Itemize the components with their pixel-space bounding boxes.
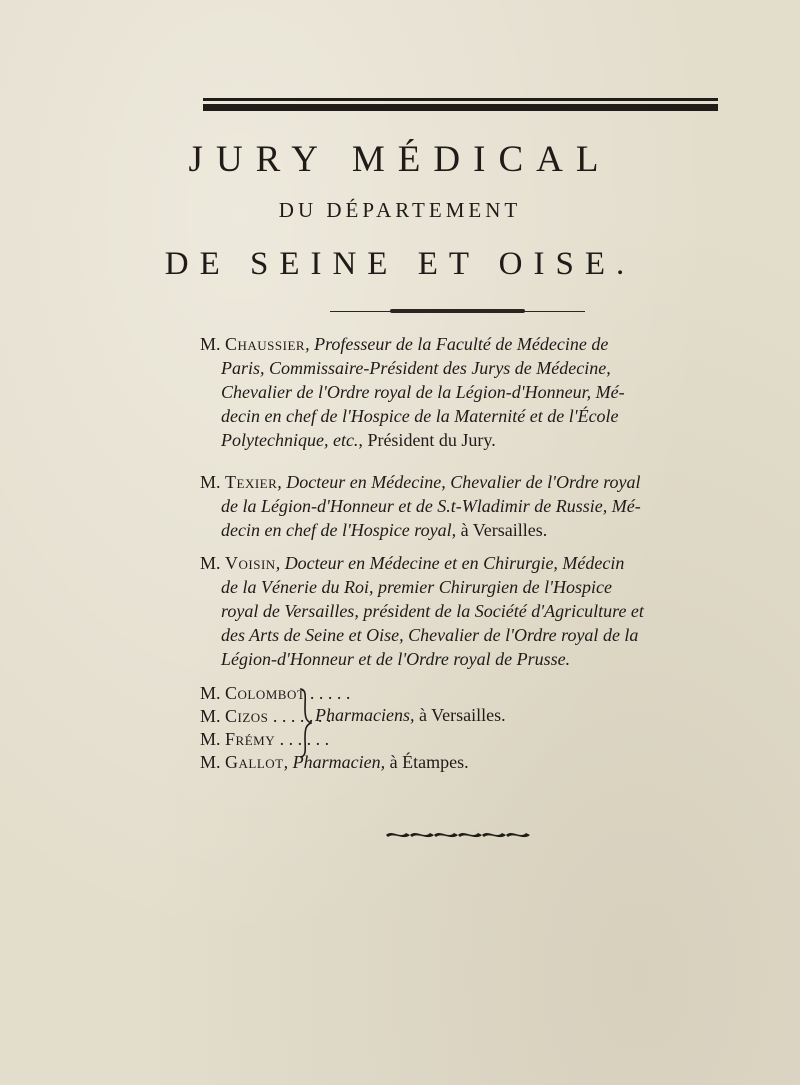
gallot-row <box>200 751 740 774</box>
entry-texier <box>200 470 740 542</box>
tailpiece-ornament-icon <box>384 827 534 843</box>
entry-line: Polytechnique, etc., <box>221 430 363 450</box>
entry-voisin <box>200 551 740 671</box>
entry-line: des Arts de Seine et Oise, Chevalier de l'Ordre royal de la <box>221 625 639 645</box>
entry-line: decin en chef de l'Hospice royal, <box>221 520 457 540</box>
entry-prefix: M. <box>200 553 221 573</box>
entry-prefix: M. <box>200 729 221 749</box>
entry-chaussier <box>200 332 740 452</box>
entry-prefix: M. <box>200 683 221 703</box>
group-label-role: Pharmaciens, <box>315 705 415 725</box>
pharmacist-name: Cizos <box>225 706 269 726</box>
title-du-departement: DU DÉPARTEMENT <box>278 198 522 222</box>
pharmacist-row <box>200 728 740 751</box>
entry-role: , Pharmacien, <box>283 752 386 772</box>
pharmacist-name: Frémy <box>225 729 276 749</box>
entry-name: Voisin <box>225 553 276 573</box>
pharmacists-list <box>200 682 740 774</box>
title-seine-et-oise: DE SEINE ET OISE. <box>164 246 636 282</box>
pharmacist-row <box>200 682 740 705</box>
entry-line: Paris, Commissaire-Président des Jurys de Médecine, <box>221 358 611 378</box>
leader-dots: . . . . . . <box>279 729 330 749</box>
entry-name: Chaussier <box>225 334 306 354</box>
entry-prefix: M. <box>200 334 221 354</box>
leader-dots: . . . . . <box>309 683 351 703</box>
ornamental-rule <box>330 309 585 314</box>
entry-line: de la Vénerie du Roi, premier Chirurgien de l'Hospice <box>221 577 612 597</box>
entry-line: , Docteur en Médecine, Chevalier de l'Ordre royal <box>277 472 641 492</box>
entry-line: royal de Versailles, président de la Société d'Agriculture et <box>221 601 644 621</box>
entry-name: Gallot <box>225 752 284 772</box>
title-jury-medical: JURY MÉDICAL <box>188 139 612 180</box>
entry-line: decin en chef de l'Hospice de la Maternité et de l'École <box>221 406 619 426</box>
curly-brace-icon <box>298 688 312 758</box>
entry-line: de la Légion-d'Honneur et de S.t-Wladimir de Russie, Mé- <box>221 496 641 516</box>
entry-line: , Docteur en Médecine et en Chirurgie, Médecin <box>275 553 625 573</box>
entry-line: Légion-d'Honneur et de l'Ordre royal de Prusse. <box>221 649 571 669</box>
entry-line: Chevalier de l'Ordre royal de la Légion-d'Honneur, Mé- <box>221 382 625 402</box>
entry-prefix: M. <box>200 752 221 772</box>
pharmacists-group-label <box>315 705 506 726</box>
entry-tail: Président du Jury. <box>367 430 496 450</box>
entry-prefix: M. <box>200 472 221 492</box>
entry-place: à Étampes. <box>389 752 469 772</box>
entry-name: Texier <box>225 472 278 492</box>
entry-prefix: M. <box>200 706 221 726</box>
top-double-rule <box>203 98 718 112</box>
entry-line: , Professeur de la Faculté de Médecine de <box>305 334 609 354</box>
group-label-place: à Versailles. <box>418 705 506 725</box>
pharmacist-name: Colombot <box>225 683 306 703</box>
entry-tail: à Versailles. <box>460 520 548 540</box>
leader-dots: . . . . . . . <box>272 706 332 726</box>
